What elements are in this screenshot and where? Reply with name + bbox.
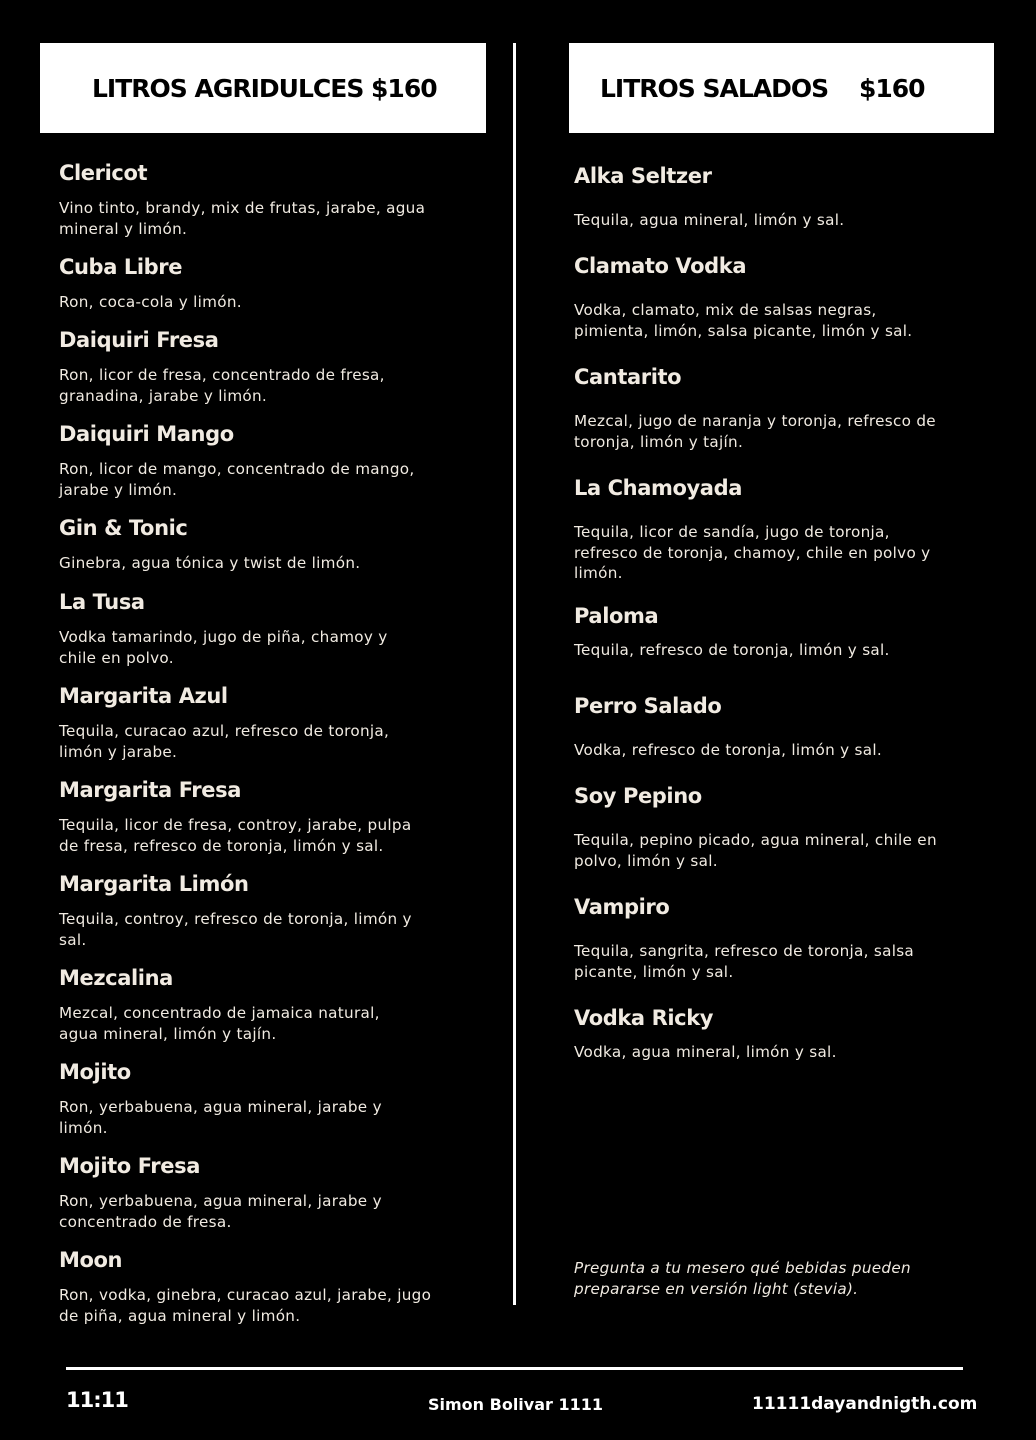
item-description: Tequila, curacao azul, refresco de toronja, limón y jarabe. <box>59 722 390 761</box>
item-name: Daiquiri Mango <box>59 422 234 446</box>
item-name: Margarita Limón <box>59 872 249 896</box>
item-description: Tequila, refresco de toronja, limón y sal. <box>574 641 890 659</box>
item-description: Tequila, agua mineral, limón y sal. <box>574 211 845 229</box>
item-description: Mezcal, concentrado de jamaica natural, agua mineral, limón y tajín. <box>59 1004 380 1043</box>
item-description: Ginebra, agua tónica y twist de limón. <box>59 554 361 572</box>
website-link[interactable]: 11111dayandnigth.com <box>752 1394 978 1414</box>
column-divider <box>513 43 516 1305</box>
item-name: Vodka Ricky <box>574 1006 714 1030</box>
menu-item <box>574 1006 979 1063</box>
menu-item <box>59 328 479 406</box>
item-name: Soy Pepino <box>574 784 702 808</box>
item-description: Vino tinto, brandy, mix de frutas, jarabe, agua mineral y limón. <box>59 199 426 238</box>
menu-item <box>59 1060 479 1138</box>
item-name: Daiquiri Fresa <box>59 328 219 352</box>
item-name: La Chamoyada <box>574 476 742 500</box>
menu-item <box>59 966 479 1044</box>
menu-item <box>574 254 979 341</box>
item-description: Ron, licor de fresa, concentrado de fresa, granadina, jarabe y limón. <box>59 366 385 405</box>
item-name: Moon <box>59 1248 123 1272</box>
menu-item <box>59 684 479 762</box>
item-name: Alka Seltzer <box>574 164 712 188</box>
item-name: Mojito <box>59 1060 131 1084</box>
item-name: Paloma <box>574 604 659 628</box>
item-name: Perro Salado <box>574 694 722 718</box>
item-description: Vodka, agua mineral, limón y sal. <box>574 1043 837 1061</box>
light-version-note: Pregunta a tu mesero qué bebidas pueden prepararse en versión light (stevia). <box>574 1259 911 1298</box>
item-description: Tequila, licor de fresa, controy, jarabe, pulpa de fresa, refresco de toronja, limón y sal. <box>59 816 412 855</box>
item-name: Clericot <box>59 161 148 185</box>
menu-item <box>59 516 479 574</box>
item-name: Mezcalina <box>59 966 173 990</box>
item-description: Ron, coca-cola y limón. <box>59 293 242 311</box>
item-name: Mojito Fresa <box>59 1154 200 1178</box>
menu-item <box>59 872 479 950</box>
menu-item <box>59 1154 479 1232</box>
item-name: Cuba Libre <box>59 255 183 279</box>
item-name: Clamato Vodka <box>574 254 747 278</box>
item-name: Cantarito <box>574 365 682 389</box>
menu-item <box>574 784 979 871</box>
menu-item <box>59 590 479 668</box>
footer-divider <box>66 1367 963 1370</box>
menu-item <box>574 365 979 452</box>
item-name: La Tusa <box>59 590 145 614</box>
item-description: Mezcal, jugo de naranja y toronja, refresco de toronja, limón y tajín. <box>574 412 936 451</box>
menu-item <box>574 694 979 761</box>
menu-item <box>59 255 479 313</box>
item-description: Ron, vodka, ginebra, curacao azul, jarabe, jugo de piña, agua mineral y limón. <box>59 1286 432 1325</box>
item-description: Ron, licor de mango, concentrado de mango, jarabe y limón. <box>59 460 415 499</box>
item-description: Ron, yerbabuena, agua mineral, jarabe y concentrado de fresa. <box>59 1192 382 1231</box>
item-name: Gin & Tonic <box>59 516 188 540</box>
menu-item <box>59 778 479 856</box>
menu-item <box>59 1248 479 1326</box>
header-agridulces: LITROS AGRIDULCES $160 <box>40 43 486 133</box>
item-description: Tequila, pepino picado, agua mineral, chile en polvo, limón y sal. <box>574 831 937 870</box>
item-description: Vodka, clamato, mix de salsas negras, pimienta, limón, salsa picante, limón y sal. <box>574 301 913 340</box>
menu-item <box>574 895 979 982</box>
item-name: Margarita Fresa <box>59 778 241 802</box>
menu-item <box>59 161 479 239</box>
item-description: Tequila, sangrita, refresco de toronja, salsa picante, limón y sal. <box>574 942 915 981</box>
item-description: Ron, yerbabuena, agua mineral, jarabe y limón. <box>59 1098 382 1137</box>
menu-item <box>574 476 979 584</box>
menu-item <box>574 164 979 231</box>
item-description: Vodka tamarindo, jugo de piña, chamoy y chile en polvo. <box>59 628 388 667</box>
item-description: Vodka, refresco de toronja, limón y sal. <box>574 741 882 759</box>
item-name: Margarita Azul <box>59 684 228 708</box>
item-description: Tequila, licor de sandía, jugo de toronja, refresco de toronja, chamoy, chile en polvo y limón. <box>574 523 931 582</box>
header-salados: LITROS SALADOS $160 <box>569 43 994 133</box>
item-description: Tequila, controy, refresco de toronja, limón y sal. <box>59 910 412 949</box>
item-name: Vampiro <box>574 895 670 919</box>
menu-item <box>574 604 979 661</box>
address: Simon Bolivar 1111 <box>428 1395 604 1414</box>
brand-logo-text: 11:11 <box>66 1388 128 1412</box>
menu-item <box>59 422 479 500</box>
